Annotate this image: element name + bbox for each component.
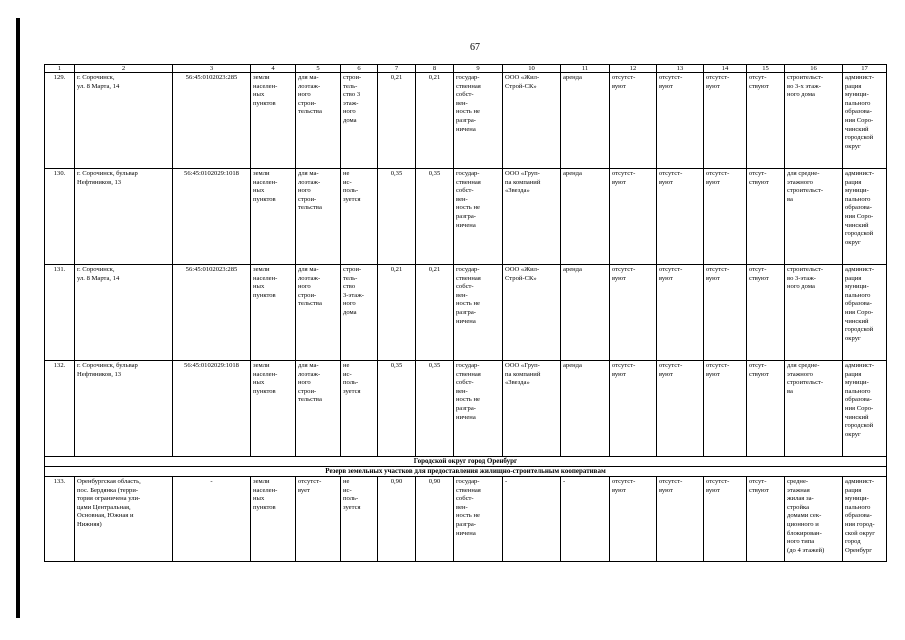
cell-ownership: государ- ственная собст- вен- ность не разгра- ничена — [454, 477, 503, 562]
cell-right-type: аренда — [561, 169, 610, 265]
cell-ownership: государ- ственная собст- вен- ность не разгра- ничена — [454, 265, 503, 361]
cell-cadastral-number: 56:45:0102023:285 — [173, 73, 251, 169]
cell-encumbrance-2: отсутст- вуют — [657, 169, 704, 265]
land-plots-table — [44, 64, 887, 562]
section-reserve-title: Резерв земельных участков для предоставления жилищно-строительным кооперативам — [45, 467, 887, 477]
cell-number: 131. — [45, 265, 75, 361]
cell-ownership: государ- ственная собст- вен- ность не разгра- ничена — [454, 361, 503, 457]
cell-actual-use: не ис- поль- зуется — [341, 477, 378, 562]
cell-permitted-use: для ма- лоэтаж- ного строи- тельства — [296, 265, 341, 361]
cell-cadastral-number: 56:45:0102023:285 — [173, 265, 251, 361]
cell-encumbrance-2: отсутст- вуют — [657, 73, 704, 169]
cell-encumbrance-4: отсут- ствуют — [747, 361, 785, 457]
cell-authority: админист- рация муници- пального образова- ния Соро- чинский городской округ — [843, 265, 887, 361]
cell-encumbrance-1: отсутст- вуют — [610, 73, 657, 169]
section-reserve — [45, 467, 887, 477]
section-district-title: Городской округ город Оренбург — [45, 457, 887, 467]
section-district — [45, 457, 887, 467]
cell-encumbrance-2: отсутст- вуют — [657, 477, 704, 562]
table-row — [45, 361, 887, 457]
cell-address: Оренбургская область, пос. Бердянка (терри- тория ограничена ули- цами Центральная, Основная, Южная и Нижняя) — [75, 477, 173, 562]
cell-encumbrance-4: отсут- ствуют — [747, 265, 785, 361]
table-row — [45, 169, 887, 265]
cell-authority: админист- рация муници- пального образова- ния город- ской округ город Оренбург — [843, 477, 887, 562]
cell-address: г. Сорочинск, ул. 8 Марта, 14 — [75, 73, 173, 169]
cell-tenant: ООО «Груп- па компаний «Звезда» — [503, 361, 561, 457]
cell-area-total: 0,21 — [378, 265, 416, 361]
cell-area-total: 0,21 — [378, 73, 416, 169]
cell-encumbrance-2: отсутст- вуют — [657, 361, 704, 457]
cell-encumbrance-1: отсутст- вуют — [610, 169, 657, 265]
cell-cadastral-number: - — [173, 477, 251, 562]
page-number: 67 — [470, 42, 480, 53]
cell-tenant: ООО «Жил- Строй-СК» — [503, 73, 561, 169]
cell-actual-use: не ис- поль- зуется — [341, 169, 378, 265]
cell-address: г. Сорочинск, бульвар Нефтяников, 13 — [75, 361, 173, 457]
cell-right-type: аренда — [561, 73, 610, 169]
column-number: 4 — [251, 65, 296, 73]
cell-encumbrance-1: отсутст- вуют — [610, 477, 657, 562]
cell-number: 129. — [45, 73, 75, 169]
cell-purpose: для средне- этажного строительст- ва — [785, 169, 843, 265]
cell-number: 130. — [45, 169, 75, 265]
cell-encumbrance-4: отсут- ствуют — [747, 169, 785, 265]
cell-encumbrance-3: отсутст- вуют — [704, 361, 747, 457]
cell-area-free: 0,35 — [416, 169, 454, 265]
column-number: 2 — [75, 65, 173, 73]
cell-encumbrance-4: отсут- ствуют — [747, 73, 785, 169]
cell-permitted-use: отсутст- вует — [296, 477, 341, 562]
column-number: 15 — [747, 65, 785, 73]
cell-area-total: 0,35 — [378, 361, 416, 457]
column-number: 10 — [503, 65, 561, 73]
cell-authority: админист- рация муници- пального образова- ния Соро- чинский городской округ — [843, 361, 887, 457]
cell-encumbrance-3: отсутст- вуют — [704, 265, 747, 361]
cell-land-category: земли населен- ных пунктов — [251, 265, 296, 361]
table-row — [45, 477, 887, 562]
cell-area-total: 0,35 — [378, 169, 416, 265]
cell-permitted-use: для ма- лоэтаж- ного строи- тельства — [296, 361, 341, 457]
cell-tenant: ООО «Жил- Строй-СК» — [503, 265, 561, 361]
cell-encumbrance-1: отсутст- вуют — [610, 361, 657, 457]
cell-cadastral-number: 56:45:0102029:1018 — [173, 361, 251, 457]
cell-right-type: - — [561, 477, 610, 562]
cell-area-total: 0,90 — [378, 477, 416, 562]
cell-land-category: земли населен- ных пунктов — [251, 361, 296, 457]
cell-purpose: для средне- этажного строительст- ва — [785, 361, 843, 457]
cell-encumbrance-2: отсутст- вуют — [657, 265, 704, 361]
cell-area-free: 0,21 — [416, 265, 454, 361]
cell-right-type: аренда — [561, 361, 610, 457]
cell-permitted-use: для ма- лоэтаж- ного строи- тельства — [296, 73, 341, 169]
cell-area-free: 0,21 — [416, 73, 454, 169]
cell-area-free: 0,35 — [416, 361, 454, 457]
cell-actual-use: не ис- поль- зуется — [341, 361, 378, 457]
cell-encumbrance-3: отсутст- вуют — [704, 73, 747, 169]
cell-tenant: ООО «Груп- па компаний «Звезда» — [503, 169, 561, 265]
column-number: 6 — [341, 65, 378, 73]
column-number: 9 — [454, 65, 503, 73]
cell-purpose: строительст- во 3-этаж- ного дома — [785, 265, 843, 361]
cell-actual-use: строи- тель- ство 3 этаж- ного дома — [341, 73, 378, 169]
cell-land-category: земли населен- ных пунктов — [251, 73, 296, 169]
column-number-row — [45, 65, 887, 73]
cell-purpose: строительст- во 3-х этаж- ного дома — [785, 73, 843, 169]
column-number: 8 — [416, 65, 454, 73]
cell-ownership: государ- ственная собст- вен- ность не разгра- ничена — [454, 169, 503, 265]
column-number: 12 — [610, 65, 657, 73]
cell-cadastral-number: 56:45:0102029:1018 — [173, 169, 251, 265]
cell-encumbrance-3: отсутст- вуют — [704, 477, 747, 562]
cell-land-category: земли населен- ных пунктов — [251, 169, 296, 265]
column-number: 7 — [378, 65, 416, 73]
column-number: 3 — [173, 65, 251, 73]
column-number: 16 — [785, 65, 843, 73]
cell-authority: админист- рация муници- пального образова- ния Соро- чинский городской округ — [843, 73, 887, 169]
binding-edge-line — [16, 18, 20, 618]
cell-number: 133. — [45, 477, 75, 562]
cell-area-free: 0,90 — [416, 477, 454, 562]
cell-purpose: средне- этажная жилая за- стройка домами сек- ционного и блокирован- ного типа (до 4 этажей) — [785, 477, 843, 562]
cell-tenant: - — [503, 477, 561, 562]
column-number: 14 — [704, 65, 747, 73]
cell-actual-use: строи- тель- ство 3-этаж- ного дома — [341, 265, 378, 361]
column-number: 5 — [296, 65, 341, 73]
table-row — [45, 265, 887, 361]
column-number: 11 — [561, 65, 610, 73]
cell-permitted-use: для ма- лоэтаж- ного строи- тельства — [296, 169, 341, 265]
cell-ownership: государ- ственная собст- вен- ность не разгра- ничена — [454, 73, 503, 169]
cell-number: 132. — [45, 361, 75, 457]
cell-authority: админист- рация муници- пального образова- ния Соро- чинский городской округ — [843, 169, 887, 265]
cell-address: г. Сорочинск, ул. 8 Марта, 14 — [75, 265, 173, 361]
cell-right-type: аренда — [561, 265, 610, 361]
column-number: 13 — [657, 65, 704, 73]
table-row — [45, 73, 887, 169]
cell-encumbrance-4: отсут- ствуют — [747, 477, 785, 562]
column-number: 17 — [843, 65, 887, 73]
cell-encumbrance-3: отсутст- вуют — [704, 169, 747, 265]
cell-encumbrance-1: отсутст- вуют — [610, 265, 657, 361]
cell-land-category: земли населен- ных пунктов — [251, 477, 296, 562]
cell-address: г. Сорочинск, бульвар Нефтяников, 13 — [75, 169, 173, 265]
column-number: 1 — [45, 65, 75, 73]
